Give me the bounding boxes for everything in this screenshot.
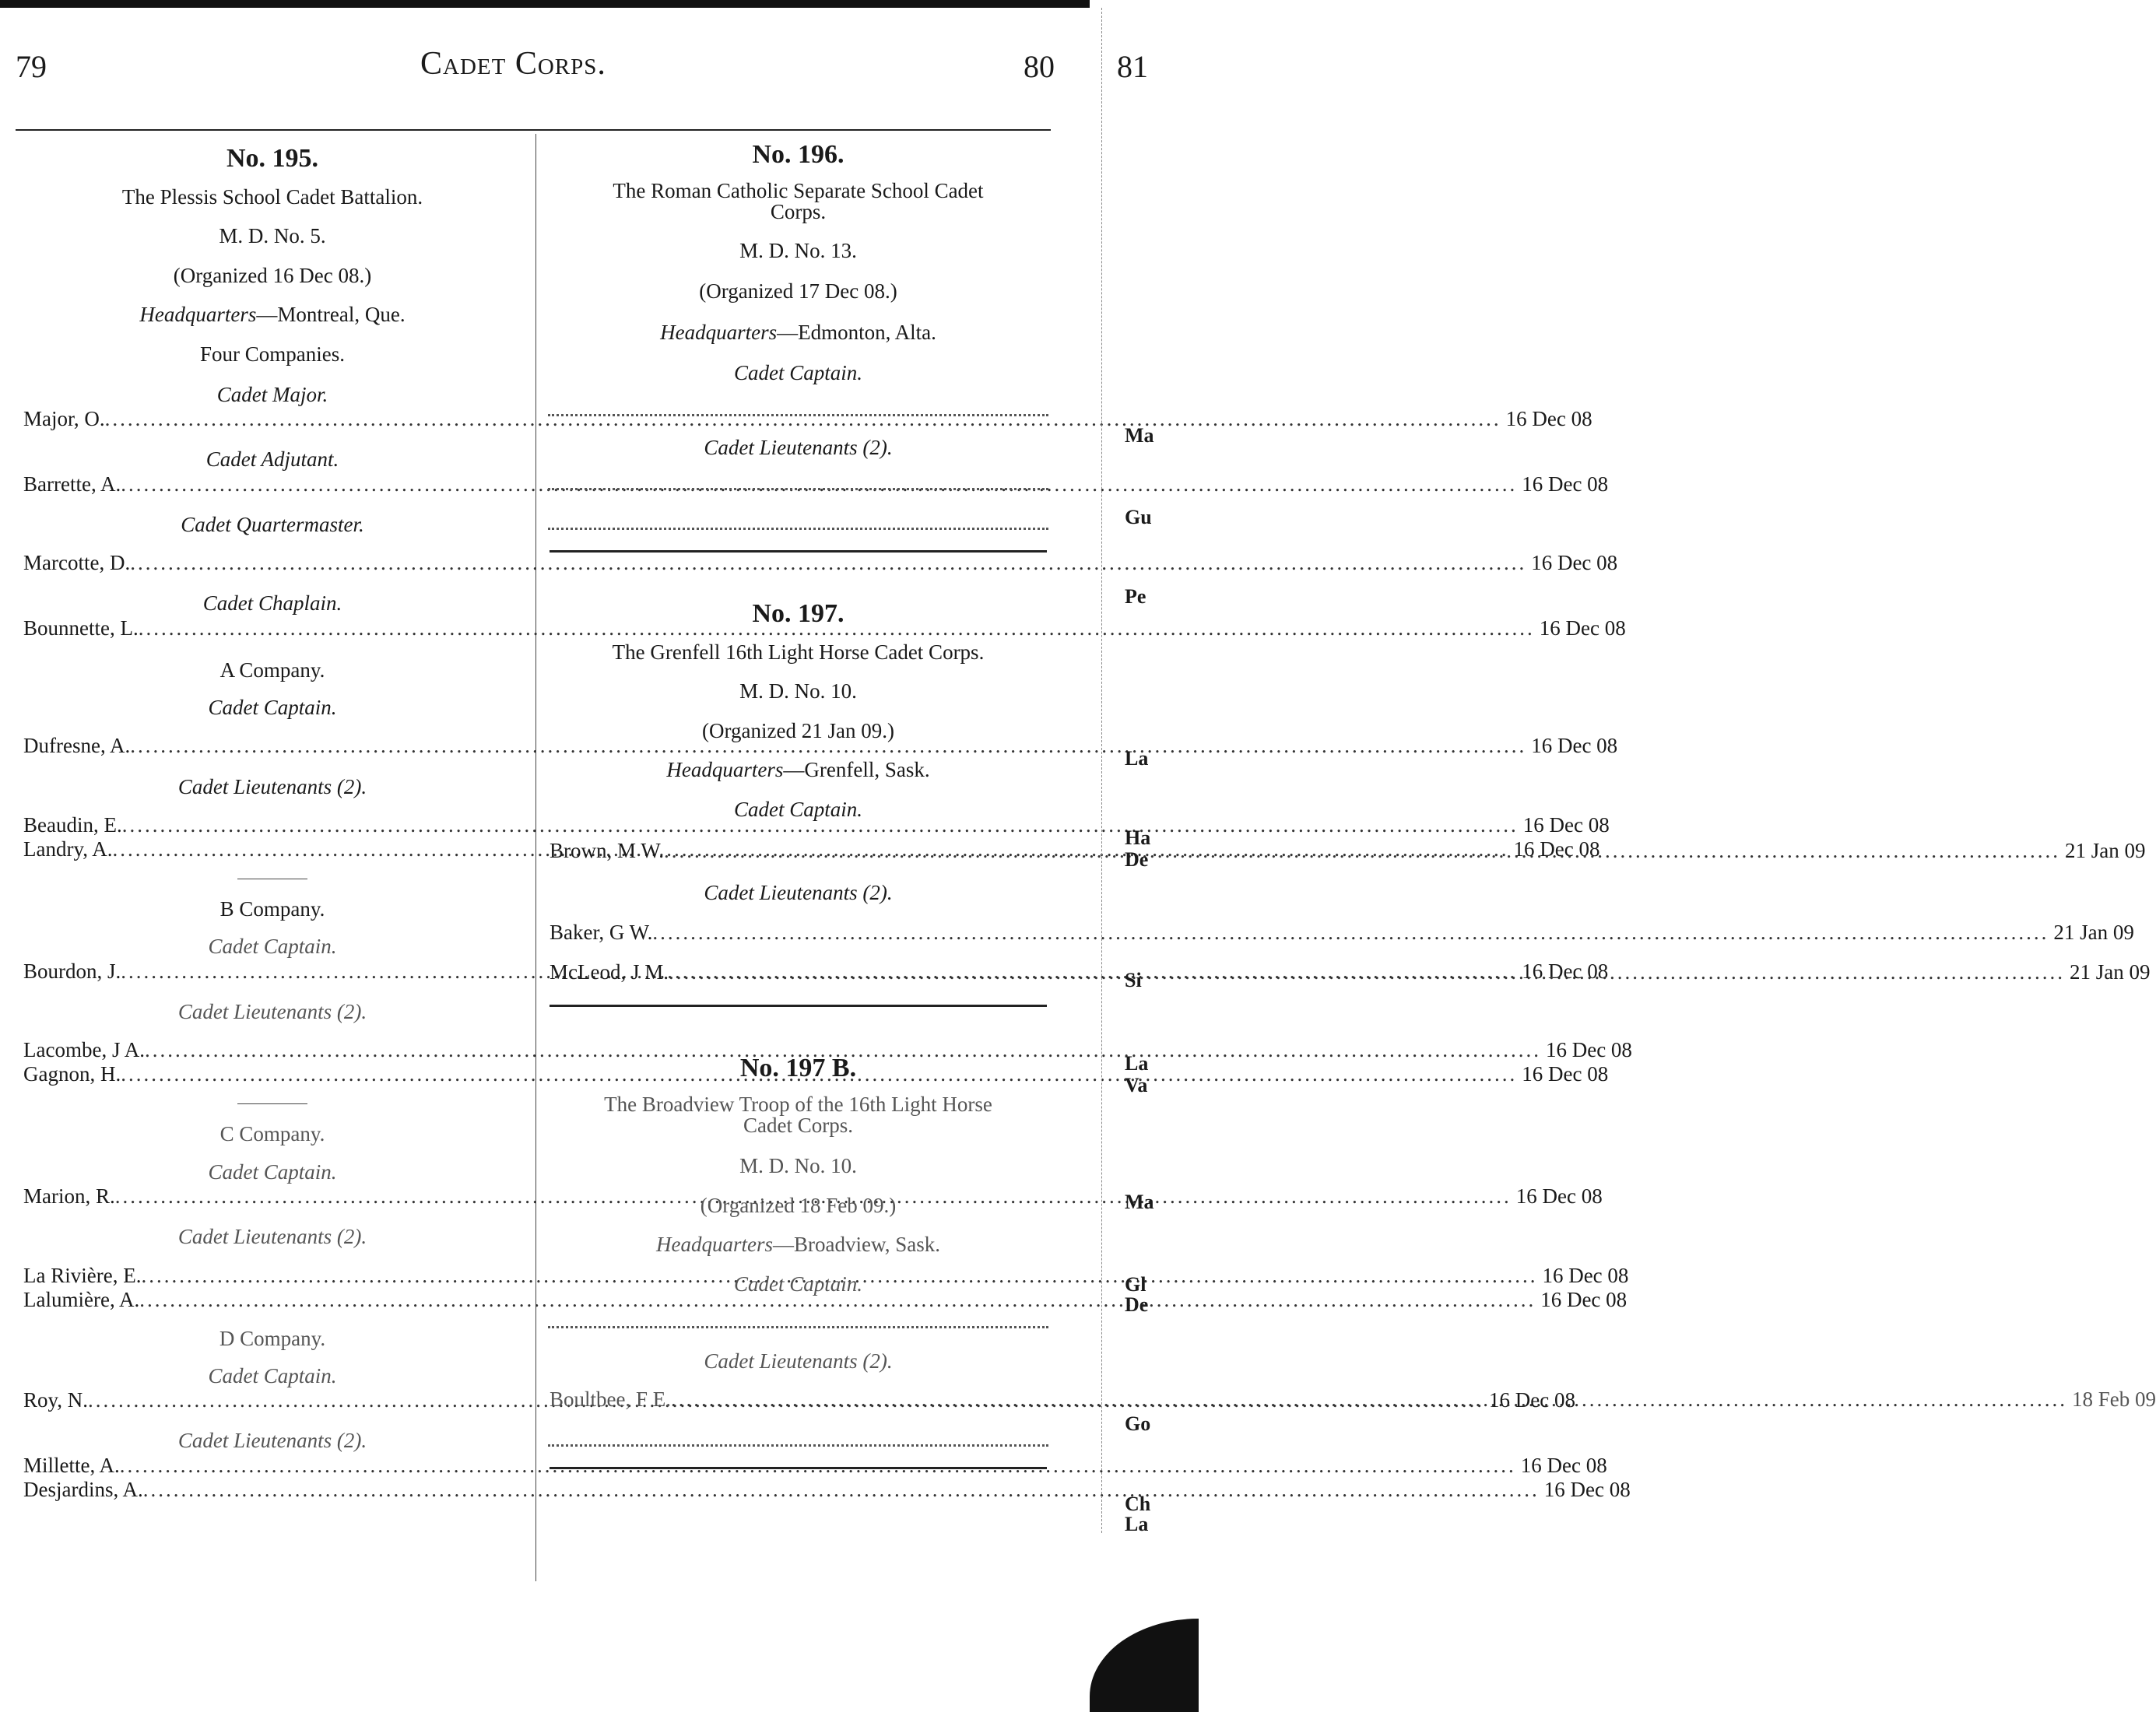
military-district: M. D. No. 10. <box>739 1154 857 1178</box>
rank-heading: Cadet Major. <box>216 382 328 406</box>
organized-date: (Organized 18 Feb 09.) <box>700 1193 897 1217</box>
headquarters <box>543 1232 1053 1257</box>
top-bar <box>0 0 1090 8</box>
edge-fragment: La <box>1125 1052 1149 1075</box>
rank-heading: Cadet Captain. <box>208 935 337 959</box>
officer-date: 16 Dec 08 <box>1513 837 1600 861</box>
corps-name <box>543 181 1053 223</box>
corps-name-line: The Roman Catholic Separate School Cadet <box>613 179 984 202</box>
separator <box>237 1103 307 1104</box>
officer-date: 16 Dec 08 <box>1540 1287 1628 1311</box>
entry-number: No. 197 B. <box>739 1054 857 1083</box>
entry-196 <box>543 140 1053 553</box>
officer-name: Barrette, A. <box>23 472 121 496</box>
corps-name-line: The Broadview Troop of the 16th Light Horse <box>604 1093 992 1117</box>
edge-fragment: La <box>1125 1513 1149 1535</box>
headquarters-value: —Edmonton, Alta. <box>777 320 936 344</box>
company-title: C Company. <box>219 1122 325 1146</box>
headquarters-label: Headquarters <box>660 320 778 344</box>
organized-date: (Organized 21 Jan 09.) <box>702 718 894 742</box>
officer-name: Beaudin, E. <box>23 812 122 837</box>
headquarters-value: —Broadview, Sask. <box>773 1233 940 1257</box>
officer-row <box>23 812 1610 837</box>
section-rule <box>550 550 1047 553</box>
military-district: M. D. No. 5. <box>219 224 326 248</box>
officer-date: 16 Dec 08 <box>1515 1184 1603 1209</box>
officer-name: McLeod, J M. <box>550 960 669 984</box>
page-number-right: 80 <box>1024 49 1055 84</box>
edge-fragment: Ch <box>1125 1493 1151 1515</box>
rank-heading: Cadet Captain. <box>208 1364 337 1388</box>
officer-name: Bourdon, J. <box>23 959 121 983</box>
blank-entry-line <box>548 392 1048 416</box>
officer-date: 16 Dec 08 <box>1531 734 1618 758</box>
rank-heading: Cadet Captain. <box>733 797 862 821</box>
section-rule <box>550 1467 1047 1469</box>
next-page-edge <box>1094 0 1154 1683</box>
officer-date: 16 Dec 08 <box>1542 1263 1629 1287</box>
edge-fragment: Go <box>1125 1412 1151 1435</box>
edge-fragment: Si <box>1125 969 1142 991</box>
headquarters <box>543 320 1053 345</box>
officer-name: Desjardins, A. <box>23 1477 143 1501</box>
officer-date: 16 Dec 08 <box>1505 407 1592 431</box>
edge-fragment: Ha <box>1125 826 1151 849</box>
officer-name: Landry, A. <box>23 837 113 861</box>
officer-name: Bounnette, L. <box>23 616 139 640</box>
page-number-left: 79 <box>16 49 47 84</box>
officer-name: Lalumière, A. <box>23 1287 140 1311</box>
company-title: D Company. <box>219 1326 326 1350</box>
rank-heading: Cadet Captain. <box>208 1159 337 1184</box>
rank-heading: Cadet Lieutenants (2). <box>704 1349 893 1373</box>
headquarters <box>543 757 1053 782</box>
officer-date: 16 Dec 08 <box>1520 1453 1607 1477</box>
rank-heading: Cadet Lieutenants (2). <box>177 1429 367 1453</box>
officer-name: Marion, R. <box>23 1184 115 1209</box>
edge-fragment: Pe <box>1125 585 1146 608</box>
page-title: Cadet Corps. <box>420 46 606 82</box>
rank-heading: Cadet Lieutenants (2). <box>704 880 893 904</box>
headquarters-value: —Montreal, Que. <box>256 303 406 327</box>
headquarters-value: —Grenfell, Sask. <box>783 758 930 782</box>
company-title: B Company. <box>219 897 325 921</box>
edge-rule <box>1101 8 1102 1533</box>
rank-heading: Cadet Quartermaster. <box>181 512 364 536</box>
rank-heading: Cadet Adjutant. <box>205 447 339 472</box>
officer-date: 16 Dec 08 <box>1489 1388 1575 1412</box>
rank-heading: Cadet Captain. <box>733 1272 862 1296</box>
officer-name: Millette, A. <box>23 1453 120 1477</box>
companies-count: Four Companies. <box>200 342 345 366</box>
officer-date: 16 Dec 08 <box>1543 1477 1631 1501</box>
corps-name: The Grenfell 16th Light Horse Cadet Corps. <box>612 640 985 664</box>
officer-name: Baker, G W. <box>550 921 653 945</box>
officer-date: 21 Jan 09 <box>2065 838 2146 862</box>
military-district: M. D. No. 13. <box>739 239 857 262</box>
headquarters-label: Headquarters <box>656 1233 773 1257</box>
section-rule <box>550 1005 1047 1007</box>
officer-date: 16 Dec 08 <box>1545 1038 1632 1062</box>
organized-date: (Organized 16 Dec 08.) <box>173 263 372 287</box>
officer-row <box>23 616 1626 640</box>
rank-heading: Cadet Captain. <box>208 696 337 720</box>
blank-entry-line <box>548 466 1048 490</box>
officer-row <box>23 551 1618 575</box>
rank-heading: Cadet Captain. <box>733 361 862 385</box>
officer-row <box>23 1453 1607 1478</box>
officer-row <box>23 472 1609 496</box>
officer-name: Marcotte, D. <box>23 551 131 575</box>
officer-name: Brown, M W. <box>550 838 665 862</box>
officer-name: Gagnon, H. <box>23 1062 121 1086</box>
officer-date: 16 Dec 08 <box>1522 1062 1609 1086</box>
edge-fragment: Gl <box>1125 1273 1146 1296</box>
officer-date: 16 Dec 08 <box>1522 472 1609 496</box>
blank-entry-line <box>548 506 1048 530</box>
edge-fragment: Ma <box>1125 1191 1154 1213</box>
rank-heading: Cadet Chaplain. <box>202 591 342 616</box>
rank-heading: Cadet Lieutenants (2). <box>704 435 893 459</box>
officer-row <box>23 1477 1631 1502</box>
headquarters-label: Headquarters <box>666 758 784 782</box>
officer-date: 16 Dec 08 <box>1531 551 1618 575</box>
headquarters <box>23 302 521 327</box>
officer-name: Major, O. <box>23 407 105 431</box>
rank-heading: Cadet Lieutenants (2). <box>177 774 367 798</box>
officer-date: 18 Feb 09 <box>2072 1387 2156 1412</box>
edge-fragment: La <box>1125 747 1149 770</box>
headquarters-label: Headquarters <box>139 303 257 327</box>
rank-heading: Cadet Lieutenants (2). <box>177 999 367 1023</box>
officer-name: Lacombe, J A. <box>23 1038 145 1062</box>
rank-heading: Cadet Lieutenants (2). <box>177 1225 367 1249</box>
edge-fragment: De <box>1125 1293 1149 1316</box>
officer-row <box>23 1038 1632 1062</box>
edge-fragment: Gu <box>1125 506 1152 528</box>
officer-name: La Rivière, E. <box>23 1263 142 1287</box>
blank-entry-line <box>548 1423 1048 1447</box>
edge-fragment: Ma <box>1125 424 1154 447</box>
header-rule <box>16 129 1051 131</box>
officer-row <box>543 921 2134 945</box>
officer-name: Dufresne, A. <box>23 734 131 758</box>
organized-date: (Organized 17 Dec 08.) <box>699 279 897 303</box>
edge-fragment: De <box>1125 848 1149 871</box>
company-title: A Company. <box>219 658 325 682</box>
officer-row <box>23 1287 1628 1312</box>
edge-fragment: Va <box>1125 1074 1148 1096</box>
officer-date: 21 Jan 09 <box>2053 921 2134 945</box>
entry-number: No. 197. <box>752 598 844 628</box>
officer-name: Roy, N. <box>23 1388 89 1412</box>
officer-date: 16 Dec 08 <box>1522 959 1609 983</box>
corps-name-line: Corps. <box>770 200 827 223</box>
officer-row <box>23 407 1592 431</box>
page-number-far: 81 <box>1117 49 1148 84</box>
military-district: M. D. No. 10. <box>739 679 857 703</box>
officer-date: 16 Dec 08 <box>1522 812 1610 837</box>
blank-entry-line <box>548 1304 1048 1328</box>
officer-date: 21 Jan 09 <box>2069 960 2151 984</box>
officer-row <box>23 734 1618 758</box>
corps-name: The Plessis School Cadet Battalion. <box>121 185 423 209</box>
officer-name: Boultbee, F E. <box>550 1387 671 1412</box>
corps-name <box>543 1094 1053 1136</box>
officer-date: 16 Dec 08 <box>1539 616 1626 640</box>
corps-name-line: Cadet Corps. <box>743 1114 853 1138</box>
entry-number: No. 196. <box>752 140 844 169</box>
entry-number: No. 195. <box>226 144 319 173</box>
